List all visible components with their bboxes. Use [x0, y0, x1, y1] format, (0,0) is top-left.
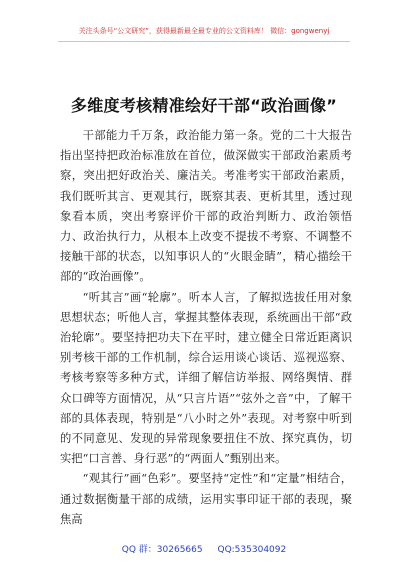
document-title: 多维度考核精准绘好干部“政治画像” — [70, 95, 338, 115]
paragraph-2: “听其言”画“轮廓”。听本人言，了解拟选拔任用对象思想状态；听他人言，掌握其整体表现，系统画出干部“政治轮廓”。要坚持把功夫下在平时，建立健全日常近距离识别考核干部的工作机制，综合运用谈心谈话、巡视巡察、考核考察等多种方式，详细了解信访举报、网络舆情、群众口碑等方面情况，从“只言片语”“弦外之音”中，了解干部的具体表现，特别是“八小时之外”表现。对考察中听到的不同意见、发现的异常现象要扭住不放、探究真伪，切实把“口言善、身行恶”的“两面人”甄别出来。 — [60, 290, 352, 466]
paragraph-1: 干部能力千万条，政治能力第一条。党的二十大报告指出坚持把政治标准放在首位，做深做实干部政治素质考察，突出把好政治关、廉洁关。考准考实干部政治素质，我们既听其言、更观其行，既察其表、更析其里，透过现象看本质，突出考察评价干部的政治判断力、政治领悟力、政治执行力，从根本上改变不提拔不考察、不调整不接触干部的状态，以知事识人的“火眼金睛”，精心描绘干部的“政治画像”。 — [60, 129, 352, 284]
footer-contact — [0, 542, 408, 555]
header-banner: 关注头条号“公文研究”，获得最新最全最专业的公文资料库！ 微信：gongwenyj — [78, 27, 330, 35]
header-divider — [58, 41, 350, 42]
footer-qq-group: QQ 群：30265665 — [121, 545, 203, 555]
paragraph-3: “观其行”画“色彩”。要坚持“定性”和“定量”相结合，通过数据衡量干部的成绩，运用实事印证干部的表现，聚焦高 — [60, 472, 352, 526]
footer-qq: QQ:535304092 — [217, 545, 287, 555]
document-body — [60, 126, 352, 530]
